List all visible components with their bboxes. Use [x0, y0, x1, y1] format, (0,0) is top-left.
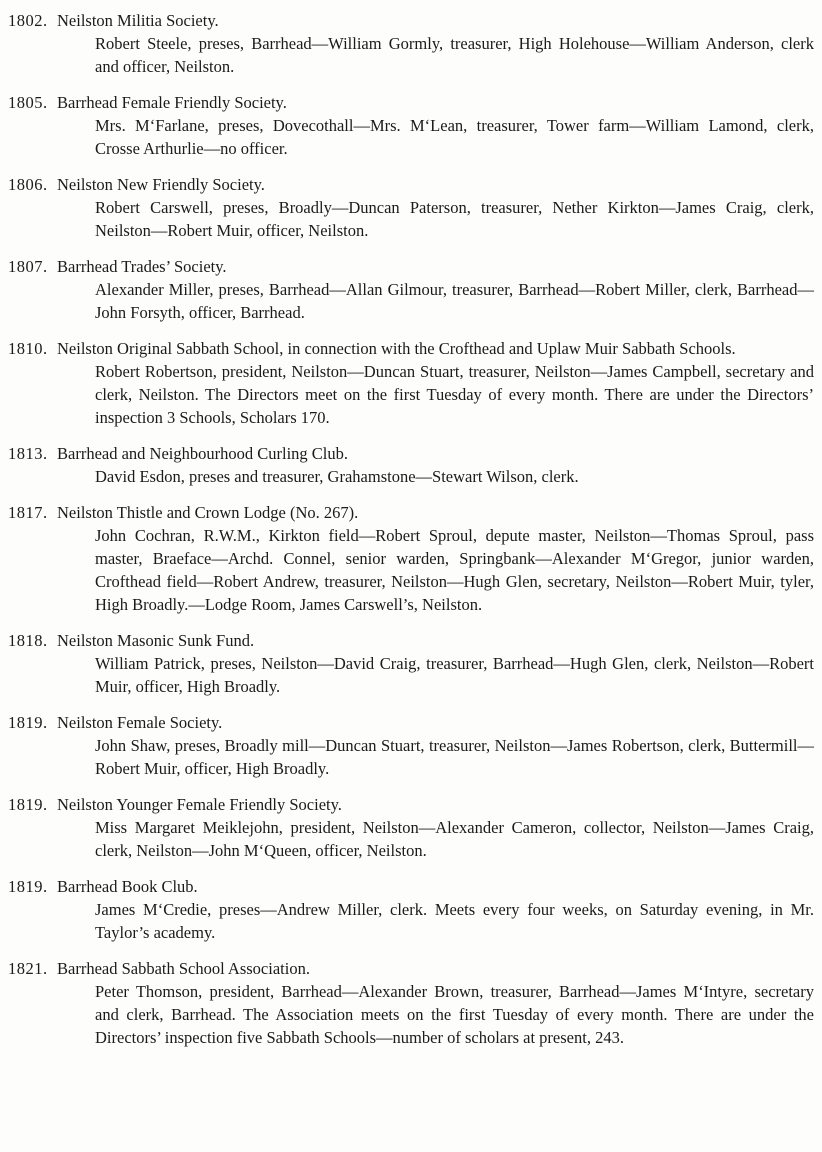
entry-body: Miss Margaret Meiklejohn, president, Neilston—Alexander Cameron, collector, Neilston—James Craig, clerk, Neilston—John M‘Queen, officer, Neilston.	[95, 818, 814, 860]
society-entry-1805	[8, 91, 814, 160]
entry-year: 1818.	[8, 631, 48, 650]
entry-content	[57, 442, 814, 488]
entry-title: Neilston New Friendly Society.	[57, 175, 265, 194]
entry-year: 1807.	[8, 257, 48, 276]
entry-content	[57, 957, 814, 1049]
entry-content	[57, 91, 814, 160]
entry-year: 1819.	[8, 795, 48, 814]
society-entry-1818	[8, 629, 814, 698]
entry-body: David Esdon, preses and treasurer, Grahamstone—Stewart Wilson, clerk.	[95, 467, 579, 486]
entry-content	[57, 501, 814, 616]
entry-title: Barrhead Trades’ Society.	[57, 257, 227, 276]
entry-body: John Shaw, preses, Broadly mill—Duncan Stuart, treasurer, Neilston—James Robertson, clerk, Buttermill—Robert Muir, officer, High Broadly.	[95, 736, 814, 778]
entry-body: Robert Steele, preses, Barrhead—William Gormly, treasurer, High Holehouse—William Anderson, clerk and officer, Neilston.	[95, 34, 814, 76]
society-entry-1817	[8, 501, 814, 616]
entry-year: 1819.	[8, 713, 48, 732]
entry-year: 1810.	[8, 339, 48, 358]
entry-year: 1821.	[8, 959, 48, 978]
entry-body: William Patrick, preses, Neilston—David Craig, treasurer, Barrhead—Hugh Glen, clerk, Neilston—Robert Muir, officer, High Broadly.	[95, 654, 814, 696]
entry-title: Barrhead Book Club.	[57, 877, 198, 896]
entry-body: Peter Thomson, president, Barrhead—Alexander Brown, treasurer, Barrhead—James M‘Intyre, secretary and clerk, Barrhead. The Association meets on the first Tuesday of every month. There are under the Directors’ inspection five Sabbath Schools—number of scholars at present, 243.	[95, 982, 814, 1047]
entry-body: Robert Robertson, president, Neilston—Duncan Stuart, treasurer, Neilston—James Campbell, secretary and clerk, Neilston. The Directors meet on the first Tuesday of every month. There are under the Directors’ inspection 3 Schools, Scholars 170.	[95, 362, 814, 427]
society-entry-1810	[8, 337, 814, 429]
society-entry-1819-younger-female	[8, 793, 814, 862]
entry-title: Neilston Younger Female Friendly Society.	[57, 795, 342, 814]
entry-title: Neilston Masonic Sunk Fund.	[57, 631, 255, 650]
entry-body: Robert Carswell, preses, Broadly—Duncan Paterson, treasurer, Nether Kirkton—James Craig, clerk, Neilston—Robert Muir, officer, Neilston.	[95, 198, 814, 240]
society-entry-1806	[8, 173, 814, 242]
entry-year: 1819.	[8, 877, 48, 896]
entry-body: John Cochran, R.W.M., Kirkton field—Robert Sproul, depute master, Neilston—Thomas Sproul, pass master, Braeface—Archd. Connel, senior warden, Springbank—Alexander M‘Gregor, junior warden, Crofthead field—Robert Andrew, treasurer, Neilston—Hugh Glen, secretary, Neilston—Robert Muir, tyler, High Broadly.—Lodge Room, James Carswell’s, Neilston.	[95, 526, 814, 614]
entry-title: Neilston Militia Society.	[57, 11, 219, 30]
entry-content	[57, 793, 814, 862]
entry-year: 1813.	[8, 444, 48, 463]
society-entry-1819-book-club	[8, 875, 814, 944]
society-entry-1807	[8, 255, 814, 324]
entry-body: James M‘Credie, preses—Andrew Miller, clerk. Meets every four weeks, on Saturday evening, in Mr. Taylor’s academy.	[95, 900, 814, 942]
entry-year: 1817.	[8, 503, 48, 522]
society-entry-1813	[8, 442, 814, 488]
entry-title: Neilston Female Society.	[57, 713, 223, 732]
entry-content	[57, 337, 814, 429]
entry-title: Neilston Thistle and Crown Lodge (No. 267).	[57, 503, 359, 522]
entry-title: Barrhead Sabbath School Association.	[57, 959, 310, 978]
entry-body: Alexander Miller, preses, Barrhead—Allan Gilmour, treasurer, Barrhead—Robert Miller, clerk, Barrhead—John Forsyth, officer, Barrhead.	[95, 280, 814, 322]
society-entry-1819-female	[8, 711, 814, 780]
entry-content	[57, 711, 814, 780]
society-entry-1821	[8, 957, 814, 1049]
entry-title: Barrhead Female Friendly Society.	[57, 93, 287, 112]
entry-title: Neilston Original Sabbath School, in connection with the Crofthead and Uplaw Muir Sabbath Schools.	[57, 339, 736, 358]
entry-content	[57, 255, 814, 324]
entry-content	[57, 9, 814, 78]
society-entry-1802	[8, 9, 814, 78]
entry-body: Mrs. M‘Farlane, preses, Dovecothall—Mrs. M‘Lean, treasurer, Tower farm—William Lamond, clerk, Crosse Arthurlie—no officer.	[95, 116, 814, 158]
entry-title: Barrhead and Neighbourhood Curling Club.	[57, 444, 348, 463]
entry-year: 1806.	[8, 175, 48, 194]
entry-content	[57, 173, 814, 242]
entry-content	[57, 875, 814, 944]
entry-content	[57, 629, 814, 698]
entry-year: 1805.	[8, 93, 48, 112]
entry-year: 1802.	[8, 11, 48, 30]
